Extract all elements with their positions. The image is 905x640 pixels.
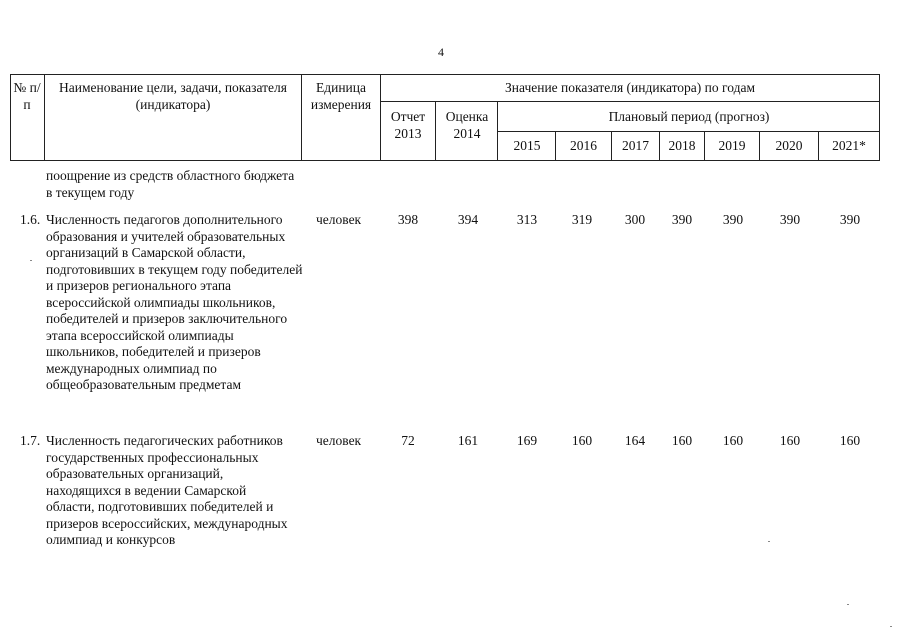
header-col-values: Значение показателя (индикатора) по годам <box>505 80 755 95</box>
value-2021: 390 <box>839 212 861 227</box>
value-report-2013: 398 <box>397 212 419 227</box>
header-col-name: Наименование цели, задачи, показателя (индикатора) <box>59 80 287 112</box>
row-name: Численность педагогов дополнительного образования и учителей образовательных организаций в Самарской области, подготовивших в текущем году победителей и призеров регионального этапа всероссийской олимпиады школьников, победителей и призеров заключительного этапа всероссийской олимпиады школьников, победителей и призеров международных олимпиад по общеобразовательным предметам <box>46 212 303 392</box>
value-estimate-2014: 161 <box>457 433 479 448</box>
continuation-text: поощрение из средств областного бюджета в текущем году <box>46 168 295 200</box>
header-col-report: Отчет 2013 <box>390 109 426 141</box>
value-2015: 313 <box>516 212 538 227</box>
header-year-2018: 2018 <box>668 138 696 153</box>
scan-speck <box>847 604 849 605</box>
row-number: 1.7. <box>20 433 41 448</box>
header-col-planned: Плановый период (прогноз) <box>608 109 770 124</box>
header-col-estimate: Оценка 2014 <box>445 109 489 141</box>
header-year-2015: 2015 <box>513 138 541 153</box>
value-report-2013: 72 <box>401 433 415 448</box>
value-2021: 160 <box>839 433 861 448</box>
header-year-2017: 2017 <box>622 138 649 153</box>
value-2018: 390 <box>671 212 693 227</box>
value-estimate-2014: 394 <box>457 212 479 227</box>
scan-speck <box>890 626 892 627</box>
value-2020: 160 <box>779 433 801 448</box>
value-2019: 160 <box>722 433 744 448</box>
scan-speck <box>768 541 770 542</box>
header-year-2019: 2019 <box>718 138 746 153</box>
row-name: Численность педагогических работников государственных профессиональных образовательных организаций, находящихся в ведении Самарской области, подготовивших победителей и призеров всероссийских, международных олимпиад и конкурсов <box>46 433 288 547</box>
header-year-2020: 2020 <box>775 138 803 153</box>
value-2018: 160 <box>671 433 693 448</box>
header-col-unit: Единица измерения <box>310 80 372 112</box>
value-2017: 300 <box>624 212 646 227</box>
value-2015: 169 <box>516 433 538 448</box>
header-year-2016: 2016 <box>570 138 597 153</box>
value-2020: 390 <box>779 212 801 227</box>
row-unit: человек <box>316 212 362 227</box>
header-col-number: № п/п <box>13 80 41 112</box>
value-2016: 160 <box>571 433 593 448</box>
row-unit: человек <box>316 433 362 448</box>
value-2017: 164 <box>624 433 646 448</box>
header-year-2021: 2021* <box>832 138 866 153</box>
page-number: 4 <box>438 45 444 59</box>
value-2016: 319 <box>571 212 593 227</box>
scan-speck <box>30 260 32 261</box>
row-number: 1.6. <box>20 212 41 227</box>
value-2019: 390 <box>722 212 744 227</box>
